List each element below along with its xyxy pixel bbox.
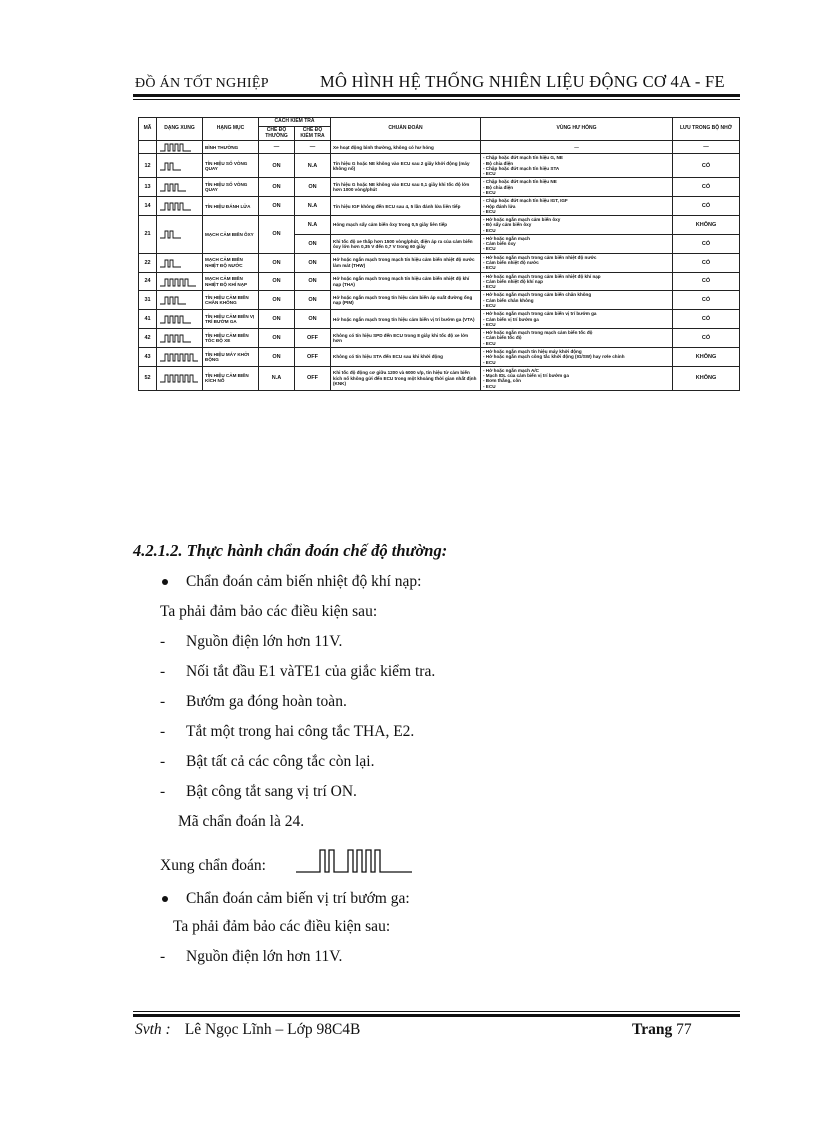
col-header-normal: CHẾ ĐỘ THƯỜNG	[259, 126, 295, 141]
header-rule-thin	[133, 99, 740, 100]
memory-cell: CÓ	[673, 197, 740, 216]
area-line: - Hở hoặc ngắn mạch công tắc khởi động (IG/SW) hay rơle chính	[483, 354, 625, 360]
test-mode-cell: OFF	[295, 347, 331, 366]
wave-cell	[157, 291, 203, 310]
area-cell	[481, 216, 673, 235]
memory-cell: CÓ	[673, 234, 740, 253]
memory-cell: CÓ	[673, 253, 740, 272]
table-row	[139, 347, 740, 366]
area-line: - Bộ chia điện	[483, 160, 514, 166]
col-header-memory: LƯU TRONG BỘ NHỚ	[673, 118, 740, 141]
area-line: - ECU	[483, 208, 496, 214]
code-cell: 43	[139, 347, 157, 366]
code-cell: 13	[139, 178, 157, 197]
table-row	[139, 216, 740, 235]
item-cell: TÍN HIỆU CẢM BIẾN CHÂN KHÔNG	[203, 291, 259, 310]
normal-mode-cell: ON	[259, 272, 295, 291]
area-cell	[481, 178, 673, 197]
area-line: - Cảm biến vị trí bướm ga	[483, 316, 539, 322]
pulse-wave-icon	[159, 161, 199, 171]
diagnosis-cell: Hở hoặc ngắn mạch trong mạch tín hiệu cảm biến nhiệt độ khí nạp (THA)	[331, 272, 481, 291]
wave-cell	[157, 347, 203, 366]
table-row	[139, 272, 740, 291]
condition-text: Bật tất cả các công tắc còn lại.	[186, 753, 375, 770]
section-heading: 4.2.1.2. Thực hành chẩn đoán chế độ thường:	[133, 541, 448, 560]
area-line: - ECU	[483, 265, 496, 271]
dash-marker: -	[160, 753, 166, 770]
table-row	[139, 154, 740, 178]
pulse-wave-icon	[159, 258, 199, 268]
area-line: - Chập hoặc đứt mạch tín hiệu IGT, IGF	[483, 198, 568, 204]
item-cell: MẠCH CẢM BIẾN ÔXY	[203, 216, 259, 254]
pulse-wave-icon	[159, 142, 199, 152]
diagnosis-cell: Hỏng mạch sấy cảm biến ôxy trong 0,5 giây liên tiếp	[331, 216, 481, 235]
test-mode-cell: ON	[295, 310, 331, 329]
test-mode-cell: —	[295, 141, 331, 154]
area-line: - Hở hoặc ngắn mạch trong mạch cảm biến tốc độ	[483, 330, 593, 336]
condition-item	[160, 753, 374, 771]
area-line: —	[574, 144, 579, 150]
pulse-trace	[296, 850, 412, 872]
item-cell: TÍN HIỆU MÁY KHỞI ĐỘNG	[203, 347, 259, 366]
col-header-item: HẠNG MỤC	[203, 118, 259, 141]
pulse-wave-icon	[159, 182, 199, 192]
area-line: - Cảm biến nhiệt độ khí nạp	[483, 278, 543, 284]
test-mode-cell: ON	[295, 291, 331, 310]
table-row	[139, 178, 740, 197]
condition-text: Nối tắt đầu E1 vàTE1 của giắc kiểm tra.	[186, 663, 436, 680]
dash-marker: -	[160, 723, 166, 740]
area-line: - ECU	[483, 340, 496, 346]
code-cell: 42	[139, 329, 157, 348]
memory-cell: KHÔNG	[673, 347, 740, 366]
test-mode-cell: ON	[295, 178, 331, 197]
pulse-line	[160, 857, 266, 875]
area-cell	[481, 141, 673, 154]
area-cell	[481, 253, 673, 272]
test-mode-cell: N.A	[295, 154, 331, 178]
area-line: - ECU	[483, 246, 496, 252]
area-line: - ECU	[483, 227, 496, 233]
item-cell: TÍN HIỆU ĐÁNH LỬA	[203, 197, 259, 216]
item-cell: BÌNH THƯỜNG	[203, 141, 259, 154]
code-cell: 14	[139, 197, 157, 216]
footer-page-label: Trang	[632, 1021, 673, 1038]
area-line: - Bộ sấy cảm biến ôxy	[483, 222, 532, 228]
footer-page-number: 77	[676, 1021, 692, 1038]
table-row	[139, 197, 740, 216]
pulse-wave-icon	[159, 229, 199, 239]
intro-line: Ta phải đảm bảo các điều kiện sau:	[173, 918, 391, 935]
area-cell	[481, 310, 673, 329]
test-mode-cell: ON	[295, 253, 331, 272]
header-right: MÔ HÌNH HỆ THỐNG NHIÊN LIỆU ĐỘNG CƠ 4A - FE	[320, 72, 725, 91]
area-cell	[481, 347, 673, 366]
area-line: - ECU	[483, 321, 496, 327]
area-cell	[481, 197, 673, 216]
normal-mode-cell: ON	[259, 347, 295, 366]
dash-marker: -	[160, 663, 166, 680]
diagnosis-cell: Khi tốc độ xe thấp hơn 1500 vòng/phút, điện áp ra của cảm biến ôxy lớn hơn 0,35 V đến 0,7 V trong 60 giây	[331, 234, 481, 253]
bullet-icon	[162, 896, 168, 902]
area-line: - Cảm biến ôxy	[483, 241, 516, 247]
condition-item	[160, 663, 435, 681]
area-cell	[481, 154, 673, 178]
table-row	[139, 141, 740, 154]
area-line: - Cảm biến tốc độ	[483, 335, 522, 341]
col-header-test: CHẾ ĐỘ KIỂM TRA	[295, 126, 331, 141]
condition-text: Tắt một trong hai công tắc THA, E2.	[186, 723, 415, 740]
bullet-item	[162, 573, 421, 591]
code-cell: 12	[139, 154, 157, 178]
area-line: - ECU	[483, 171, 496, 177]
test-mode-cell: OFF	[295, 329, 331, 348]
condition-item	[160, 633, 342, 651]
diagnosis-cell: Hở hoặc ngắn mạch trong tín hiệu cảm biến áp suất đường ống nạp (PIM)	[331, 291, 481, 310]
memory-cell: CÓ	[673, 329, 740, 348]
item-cell: MẠCH CẢM BIẾN NHIỆT ĐỘ KHÍ NẠP	[203, 272, 259, 291]
item-cell: TÍN HIỆU CẢM BIẾN KÍCH NỔ	[203, 366, 259, 390]
footer-page	[632, 1021, 692, 1039]
table-row	[139, 366, 740, 390]
footer-rule-thick	[133, 1014, 740, 1017]
pulse-wave-icon	[159, 373, 199, 383]
code-cell: 52	[139, 366, 157, 390]
pulse-wave-icon	[159, 201, 199, 211]
diagnosis-cell: Không có tín hiệu STA đến ECU sau khi khởi động	[331, 347, 481, 366]
area-line: - Cảm biến chân không	[483, 297, 534, 303]
test-mode-cell: N.A	[295, 197, 331, 216]
condition-text: Bật công tắt sang vị trí ON.	[186, 783, 357, 800]
normal-mode-cell: ON	[259, 291, 295, 310]
memory-cell: CÓ	[673, 291, 740, 310]
diagnosis-cell: Hở hoặc ngắn mạch trong mạch tín hiệu cảm biến nhiệt độ nước làm mát (THW)	[331, 253, 481, 272]
normal-mode-cell: ON	[259, 154, 295, 178]
diagnosis-cell: Tín hiệu G hoặc NE không vào ECU sau 0,1 giây khi tốc độ lớn hơn 1000 vòng/phút	[331, 178, 481, 197]
pulse-wave-icon	[159, 352, 199, 362]
header-rule	[133, 94, 740, 97]
code-cell: 31	[139, 291, 157, 310]
wave-cell	[157, 216, 203, 254]
header-left: ĐỒ ÁN TỐT NGHIỆP	[135, 76, 269, 91]
footer-author	[135, 1021, 360, 1039]
wave-cell	[157, 197, 203, 216]
area-line: - Hộp đánh lửa	[483, 203, 516, 209]
item-cell: TÍN HIỆU CẢM BIẾN VỊ TRÍ BƯỚM GA	[203, 310, 259, 329]
item-cell: MẠCH CẢM BIẾN NHIỆT ĐỘ NƯỚC	[203, 253, 259, 272]
area-line: - Hở hoặc ngắn mạch trong cảm biến vị trí bướm ga	[483, 311, 597, 317]
dash-marker: -	[160, 693, 166, 710]
footer-svth: Svth :	[135, 1021, 171, 1038]
col-header-wave: DẠNG XUNG	[157, 118, 203, 141]
area-line: - Hở hoặc ngắn mạch trong cảm biến nhiệt độ khí nạp	[483, 273, 601, 279]
wave-cell	[157, 253, 203, 272]
normal-mode-cell: ON	[259, 216, 295, 254]
condition-text: Nguồn điện lớn hơn 11V.	[186, 633, 343, 650]
wave-cell	[157, 310, 203, 329]
area-line: - Bơm thắng, côn	[483, 378, 521, 384]
test-mode-cell: OFF	[295, 366, 331, 390]
bullet-text: Chẩn đoán cảm biến vị trí bướm ga:	[186, 890, 410, 907]
memory-cell: KHÔNG	[673, 216, 740, 235]
intro-line: Ta phải đảm bảo các điều kiện sau:	[160, 603, 378, 620]
area-line: - Hở hoặc ngắn mạch	[483, 235, 530, 241]
bullet-text: Chẩn đoán cảm biến nhiệt độ khí nạp:	[186, 573, 422, 590]
condition-text: Bướm ga đóng hoàn toàn.	[186, 693, 347, 710]
col-header-diag: CHUẨN ĐOÁN	[331, 118, 481, 141]
normal-mode-cell: ON	[259, 253, 295, 272]
col-header-area: VÙNG HƯ HỎNG	[481, 118, 673, 141]
area-cell	[481, 291, 673, 310]
dash-marker: -	[160, 948, 166, 965]
memory-cell: CÓ	[673, 178, 740, 197]
bullet-item	[162, 890, 410, 908]
memory-cell: CÓ	[673, 310, 740, 329]
diagnosis-cell: Hở hoặc ngắn mạch trong tín hiệu cảm biến vị trí bướm ga (VTA)	[331, 310, 481, 329]
pulse-wave-icon	[159, 295, 199, 305]
condition-item	[160, 948, 342, 966]
pulse-wave-icon	[159, 314, 199, 324]
diagnostic-code-table	[138, 117, 740, 391]
area-line: - Hở hoặc ngắn mạch tín hiệu máy khởi động	[483, 348, 582, 354]
code-line: Mã chẩn đoán là 24.	[178, 813, 305, 830]
memory-cell: CÓ	[673, 154, 740, 178]
footer-author-name: Lê Ngọc Lĩnh – Lớp 98C4B	[184, 1021, 361, 1038]
normal-mode-cell: —	[259, 141, 295, 154]
table-row	[139, 291, 740, 310]
item-cell: TÍN HIỆU SỐ VÒNG QUAY	[203, 154, 259, 178]
condition-text: Nguồn điện lớn hơn 11V.	[186, 948, 343, 965]
area-line: - Chập hoặc đứt mạch tín hiệu G, NE	[483, 155, 563, 161]
condition-item	[160, 783, 357, 801]
bullet-icon	[162, 579, 168, 585]
normal-mode-cell: ON	[259, 329, 295, 348]
col-header-check: CÁCH KIỂM TRA	[259, 118, 331, 127]
table-row	[139, 310, 740, 329]
wave-cell	[157, 366, 203, 390]
table-row	[139, 329, 740, 348]
area-line: - Cảm biến nhiệt độ nước	[483, 260, 539, 266]
condition-item	[160, 723, 414, 741]
item-cell: TÍN HIỆU SỐ VÒNG QUAY	[203, 178, 259, 197]
test-mode-cell: ON	[295, 272, 331, 291]
test-mode-cell: N.A	[295, 216, 331, 235]
code-cell: 41	[139, 310, 157, 329]
diagnosis-cell: Khi tốc độ động cơ giữa 1200 và 6000 v/p, tín hiệu từ cảm biến kích nổ không gửi đến ECU trong một khoảng thời gian nhất định (KNK)	[331, 366, 481, 390]
normal-mode-cell: ON	[259, 197, 295, 216]
wave-cell	[157, 272, 203, 291]
area-line: - Hở hoặc ngắn mạch A/C	[483, 367, 539, 373]
diagnosis-cell: Tín hiệu IGF không đến ECU sau 4, 5 lần đánh lửa liên tiếp	[331, 197, 481, 216]
table-row	[139, 253, 740, 272]
memory-cell: —	[673, 141, 740, 154]
area-line: - ECU	[483, 303, 496, 308]
area-line: - Bộ chia điện	[483, 184, 514, 190]
memory-cell: KHÔNG	[673, 366, 740, 390]
area-line: - Hở hoặc ngắn mạch cảm biến ôxy	[483, 217, 561, 223]
wave-cell	[157, 154, 203, 178]
area-line: - Hở hoặc ngắn mạch trong cảm biến nhiệt độ nước	[483, 254, 597, 260]
test-mode-cell: ON	[295, 234, 331, 253]
code-cell: 22	[139, 253, 157, 272]
wave-cell	[157, 141, 203, 154]
normal-mode-cell: ON	[259, 178, 295, 197]
diagnosis-cell: Tín hiệu G hoặc NE không vào ECU sau 2 giây khởi động (máy không nổ)	[331, 154, 481, 178]
area-line: - ECU	[483, 284, 496, 290]
normal-mode-cell: ON	[259, 310, 295, 329]
area-cell	[481, 234, 673, 253]
wave-cell	[157, 329, 203, 348]
diagnosis-cell: Xe hoạt động bình thường, không có hư hỏng	[331, 141, 481, 154]
item-cell: TÍN HIỆU CẢM BIẾN TỐC ĐỘ XE	[203, 329, 259, 348]
pulse-wave-icon	[159, 277, 199, 287]
area-line: - ECU	[483, 383, 496, 389]
footer-rule	[133, 1011, 740, 1012]
area-line: - Chập hoặc đứt mạch tín hiệu NE	[483, 179, 557, 185]
code-cell	[139, 141, 157, 154]
area-cell	[481, 329, 673, 348]
area-cell	[481, 366, 673, 390]
code-cell: 24	[139, 272, 157, 291]
diagnosis-cell: Không có tín hiệu SPD đến ECU trong 8 giây khi tốc độ xe lớn hơn	[331, 329, 481, 348]
area-cell	[481, 272, 673, 291]
pulse-label: Xung chẩn đoán:	[160, 857, 266, 874]
area-line: - Chập hoặc đứt mạch tín hiệu STA	[483, 165, 560, 171]
dash-marker: -	[160, 783, 166, 800]
memory-cell: CÓ	[673, 272, 740, 291]
area-line: - Mạch IDL của cảm biến vị trí bướm ga	[483, 373, 569, 379]
condition-item	[160, 693, 347, 711]
diagnostic-pulse	[296, 847, 440, 875]
dash-marker: -	[160, 633, 166, 650]
pulse-wave-icon	[159, 333, 199, 343]
wave-cell	[157, 178, 203, 197]
col-header-num: MÃ	[139, 118, 157, 141]
normal-mode-cell: N.A	[259, 366, 295, 390]
area-line: - ECU	[483, 189, 496, 195]
area-line: - ECU	[483, 359, 496, 365]
code-cell: 21	[139, 216, 157, 254]
area-line: - Hở hoặc ngắn mạch trong cảm biến chân không	[483, 292, 592, 298]
